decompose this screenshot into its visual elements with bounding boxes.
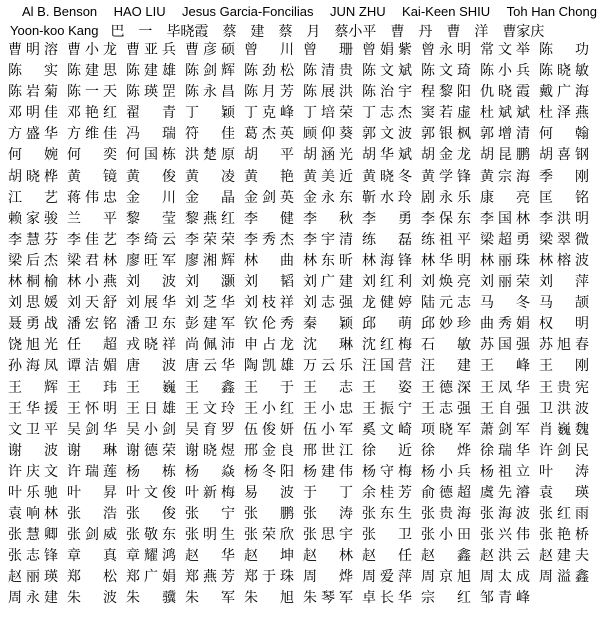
- investigator-name-cell: 张 浩: [67, 506, 117, 523]
- investigator-name-cell: 邓 明 佳: [8, 105, 58, 122]
- investigator-name-cell: 王 凤 华: [480, 379, 530, 396]
- investigator-name-cell: 刘 志 强: [303, 295, 353, 312]
- investigator-name-cell: 曾 永 明: [421, 42, 471, 58]
- investigator-name-cell: 谢 晓 煜: [185, 442, 235, 459]
- investigator-name-cell: 张 鹏: [244, 506, 294, 523]
- investigator-name-cell: 林 海 锋: [362, 252, 412, 269]
- investigator-name-cell: 邱 萌: [362, 316, 412, 333]
- investigator-name-cell: 戎 晓 祥: [126, 337, 176, 354]
- investigator-name: 毕晓霞: [166, 23, 209, 40]
- investigator-name-cell: 陈 文 斌: [362, 63, 412, 80]
- investigator-name-cell: 胡 金 龙: [421, 147, 471, 164]
- investigator-name-cell: 金 川: [126, 189, 176, 206]
- investigator-name-cell: 刘 芝 华: [185, 295, 235, 312]
- investigator-name-cell: 李 保 东: [421, 210, 471, 227]
- investigator-name-cell: 胡 平: [244, 147, 294, 164]
- investigator-name-cell: 刘 天 舒: [67, 295, 117, 312]
- investigator-name-cell: 王 巍: [126, 379, 176, 396]
- investigator-name-cell: 张 兴 伟: [480, 527, 530, 544]
- investigator-name-cell: 王 辉: [8, 379, 58, 396]
- investigator-name-cell: 王 于: [244, 379, 294, 396]
- investigator-name-cell: 石 敏: [421, 337, 471, 354]
- investigator-name-cell: 梁 后 杰: [8, 252, 58, 269]
- investigator-name-cell: 吴 小 剑: [126, 421, 176, 438]
- investigator-name-cell: 赵 坤: [244, 548, 294, 565]
- investigator-name-cell: 陈 剑 辉: [185, 63, 235, 80]
- investigator-name-cell: 潘 宏 铭: [67, 316, 117, 333]
- investigator-name-cell: 沈 红 梅: [362, 337, 412, 354]
- investigator-name-cell: 洪 楚 原: [185, 147, 235, 164]
- investigator-name-cell: 刘 焕 亮: [421, 274, 471, 291]
- investigator-name-cell: 任 超: [67, 337, 117, 354]
- investigator-name-cell: 张 俊: [126, 506, 176, 523]
- investigator-name-cell: 刘 萍: [539, 274, 589, 291]
- investigator-name-cell: 谢 琳: [67, 442, 117, 459]
- investigator-name-cell: 赵 林: [303, 548, 353, 565]
- investigator-name-cell: 张 贵 海: [421, 506, 471, 523]
- investigator-name-cell: 王 志: [303, 379, 353, 396]
- investigator-name-cell: 张 涛: [303, 506, 353, 523]
- investigator-name-cell: 程 黎 阳: [421, 84, 471, 101]
- investigator-name-cell: 邹 青 峰: [480, 590, 530, 607]
- investigator-name-cell: 秦 颖: [303, 316, 353, 333]
- investigator-name-cell: 刘 丽 荣: [480, 274, 530, 291]
- investigator-name-cell: 陈 永 昌: [185, 84, 235, 101]
- investigator-name-cell: 陈 小 兵: [480, 63, 530, 80]
- investigator-name-cell: 李 洪 明: [539, 210, 589, 227]
- investigator-name-cell: 张 慧 卿: [8, 527, 58, 544]
- investigator-name-cell: 徐 烨: [421, 442, 471, 459]
- investigator-name-cell: 匡 铭: [539, 189, 589, 206]
- investigator-name-cell: 兰 平: [67, 210, 117, 227]
- investigator-name-cell: 王 玮: [67, 379, 117, 396]
- investigator-name-cell: 王 小 忠: [303, 400, 353, 417]
- investigator-name-cell: 蒋 伟 忠: [67, 189, 117, 206]
- investigator-name-cell: 王 峰: [480, 358, 530, 375]
- investigator-name-cell: 丁 克 峰: [244, 105, 294, 122]
- investigator-name-cell: 叶 乐 驰: [8, 484, 58, 501]
- investigator-name: 巴 一: [110, 23, 153, 40]
- investigator-name-cell: 周 溢 鑫: [539, 569, 589, 586]
- investigator-name-cell: 袁 响 林: [8, 506, 58, 523]
- investigator-name-cell: 刘 灏: [185, 274, 235, 291]
- investigator-name-cell: 陈 建 思: [67, 63, 117, 80]
- investigator-name-cell: 杨 栋: [126, 463, 176, 480]
- investigator-name-cell: 项 晓 军: [421, 421, 471, 438]
- investigator-name-cell: 戴 广 海: [539, 84, 589, 101]
- investigator-name: 蔡 建: [222, 23, 265, 40]
- investigator-name-cell: 黄 俊: [126, 168, 176, 185]
- investigator-name-cell: 张 红 雨: [539, 506, 589, 523]
- investigator-name-cell: 李 荣 荣: [185, 231, 235, 248]
- investigator-name-cell: 曹 彦 硕: [185, 42, 235, 58]
- investigator-name-cell: 胡 昆 鹏: [480, 147, 530, 164]
- investigator-name-cell: 许 庆 文: [8, 463, 58, 480]
- investigator-name-cell: 常 文 举: [480, 42, 530, 58]
- investigator-name-cell: 王 刚: [539, 358, 589, 375]
- investigator-name-cell: 刘 展 华: [126, 295, 176, 312]
- investigator-name-cell: 刘 红 利: [362, 274, 412, 291]
- investigator-name-cell: 伍 小 军: [303, 421, 353, 438]
- investigator-name-cell: 陈 瑛 罡: [126, 84, 176, 101]
- investigator-name-cell: 赵 丽 瑛: [8, 569, 58, 586]
- investigator-name-cell: 靳 水 玲: [362, 189, 412, 206]
- investigator-name-cell: 刘 思 媛: [8, 295, 58, 312]
- investigator-name-cell: 林 丽 珠: [480, 252, 530, 269]
- investigator-name-cell: 黎 莹: [126, 210, 176, 227]
- investigator-name-cell: 郑 于 珠: [244, 569, 294, 586]
- investigator-name-cell: 孙 海 凤: [8, 358, 58, 375]
- investigator-name-cell: 张 敬 东: [126, 527, 176, 544]
- investigator-name-cell: 陈 清 贵: [303, 63, 353, 80]
- investigator-name-cell: 张 明 生: [185, 527, 235, 544]
- investigator-name-cell: 胡 喜 钢: [539, 147, 589, 164]
- investigator-name-cell: 丁 颖: [185, 105, 235, 122]
- investigator-name-cell: 赵 洪 云: [480, 548, 530, 565]
- investigator-name-cell: 季 刚: [539, 168, 589, 185]
- investigator-name-cell: 于 丁: [303, 484, 353, 501]
- investigator-name-cell: 张 海 波: [480, 506, 530, 523]
- investigator-name-cell: 窦 若 虚: [421, 105, 471, 122]
- investigator-name-cell: 杨 小 兵: [421, 463, 471, 480]
- investigator-name-cell: 陈 劲 松: [244, 63, 294, 80]
- investigator-name-cell: 万 云 乐: [303, 358, 353, 375]
- investigator-name: Jesus Garcia-Foncilias: [182, 4, 314, 19]
- investigator-name-cell: 黄 学 锋: [421, 168, 471, 185]
- investigator-name-cell: 李 绮 云: [126, 231, 176, 248]
- investigator-name-cell: 沈 琳: [303, 337, 353, 354]
- investigator-name-cell: 杨 建 伟: [303, 463, 353, 480]
- investigator-name-cell: 袁 瑛: [539, 484, 589, 501]
- investigator-name-cell: 文 卫 平: [8, 421, 58, 438]
- investigator-name-cell: 苏 国 强: [480, 337, 530, 354]
- investigator-name-cell: 葛 杰 英: [244, 126, 294, 143]
- investigator-name-cell: 赵 鑫: [421, 548, 471, 565]
- investigator-name-cell: 曹 明 溶: [8, 42, 58, 58]
- investigator-name-cell: 胡 晓 桦: [8, 168, 58, 185]
- investigator-name-cell: 周 京 旭: [421, 569, 471, 586]
- investigator-name-cell: 汪 国 营: [362, 358, 412, 375]
- international-investigators-line: [0, 2, 609, 21]
- investigator-name-cell: 吴 剑 华: [67, 421, 117, 438]
- investigator-name-cell: 赵 建 夫: [539, 548, 589, 565]
- investigator-name-cell: 吴 育 罗: [185, 421, 235, 438]
- investigator-name-cell: 曲 秀 娟: [480, 316, 530, 333]
- investigator-name-cell: 朱 军: [185, 590, 235, 607]
- investigator-name-cell: 陈 功: [539, 42, 589, 58]
- investigator-name-cell: 马 颉: [539, 295, 589, 312]
- investigator-name-cell: 钦 伦 秀: [244, 316, 294, 333]
- investigator-name-cell: 李 国 林: [480, 210, 530, 227]
- investigator-name-cell: 陈 文 琦: [421, 63, 471, 80]
- investigator-name-cell: 李 健: [244, 210, 294, 227]
- investigator-name-cell: 张 卫: [362, 527, 412, 544]
- investigator-name-cell: 顾 仰 葵: [303, 126, 353, 143]
- investigator-name-cell: 胡 华 斌: [362, 147, 412, 164]
- mixed-investigators-line: [0, 21, 609, 40]
- investigator-name-cell: 张 小 田: [421, 527, 471, 544]
- investigator-name-cell: 尚 佩 沛: [185, 337, 235, 354]
- investigator-name-cell: 曾 珊: [303, 42, 353, 58]
- investigator-name-cell: 梁 君 林: [67, 252, 117, 269]
- investigator-name-cell: 梁 翠 微: [539, 231, 589, 248]
- investigator-name-cell: 胡 涵 光: [303, 147, 353, 164]
- investigator-name-cell: 王 文 玲: [185, 400, 235, 417]
- investigator-name-cell: 赖 家 骏: [8, 210, 58, 227]
- investigator-name-cell: 唐 云 华: [185, 358, 235, 375]
- investigator-name-cell: 叶 涛: [539, 463, 589, 480]
- investigator-name-cell: 廖 湘 辉: [185, 252, 235, 269]
- investigator-name-cell: 黄 美 近: [303, 168, 353, 185]
- investigator-name-cell: 谢 波: [8, 442, 58, 459]
- investigator-name-cell: 杨 守 梅: [362, 463, 412, 480]
- investigator-name-cell: 曾 娟 紫: [362, 42, 412, 58]
- investigator-name-cell: 王 怀 明: [67, 400, 117, 417]
- investigator-name-cell: 方 盛 华: [8, 126, 58, 143]
- investigator-name-cell: 陈 月 芳: [244, 84, 294, 101]
- investigator-name-cell: 叶 昇: [67, 484, 117, 501]
- investigator-name-cell: 唐 波: [126, 358, 176, 375]
- investigator-name-cell: 刘 韬: [244, 274, 294, 291]
- investigator-name-cell: 林 曲: [244, 252, 294, 269]
- investigator-name-cell: 林 桐 榆: [8, 274, 58, 291]
- investigator-name-cell: 权 明: [539, 316, 589, 333]
- investigator-name-cell: 黎 燕 红: [185, 210, 235, 227]
- investigator-name-cell: 林 榕 波: [539, 252, 589, 269]
- investigator-name-cell: 符 佳: [185, 126, 235, 143]
- investigator-name-cell: 邢 世 江: [303, 442, 353, 459]
- investigator-name-cell: 饶 旭 光: [8, 337, 58, 354]
- investigator-name-cell: 练 磊: [362, 231, 412, 248]
- investigator-name-cell: 李 勇: [362, 210, 412, 227]
- investigator-name-cell: 伍 俊 妍: [244, 421, 294, 438]
- investigator-name-cell: 奚 文 崎: [362, 421, 412, 438]
- investigator-name-cell: 何 奕: [67, 147, 117, 164]
- investigator-name: 曹 洋: [446, 23, 489, 40]
- investigator-name-cell: 翟 青: [126, 105, 176, 122]
- investigator-name-cell: 陈 建 雄: [126, 63, 176, 80]
- investigator-name-cell: 林 东 昕: [303, 252, 353, 269]
- investigator-name-cell: 黄 艳: [244, 168, 294, 185]
- investigator-name-cell: 黄 晓 冬: [362, 168, 412, 185]
- investigator-name-cell: 郭 银 枫: [421, 126, 471, 143]
- investigator-name-cell: 李 慧 芬: [8, 231, 58, 248]
- investigator-name-cell: 王 姿: [362, 379, 412, 396]
- investigator-name-cell: 张 荣 欣: [244, 527, 294, 544]
- investigator-name-cell: 曹 小 龙: [67, 42, 117, 58]
- investigator-name-cell: 王 振 宁: [362, 400, 412, 417]
- investigator-name-cell: 江 艺: [8, 189, 58, 206]
- investigator-name-cell: 林 华 明: [421, 252, 471, 269]
- investigator-name-cell: 余 桂 芳: [362, 484, 412, 501]
- investigator-name-cell: 邢 金 良: [244, 442, 294, 459]
- investigator-name-cell: 张 志 锋: [8, 548, 58, 565]
- investigator-name-cell: 王 自 强: [480, 400, 530, 417]
- investigator-name-cell: 谭 洁 媚: [67, 358, 117, 375]
- investigator-name: 曹 丹: [390, 23, 433, 40]
- investigator-name-cell: 刘 波: [126, 274, 176, 291]
- investigator-name-cell: 黄 镜: [67, 168, 117, 185]
- investigator-name-cell: 郑 广 娟: [126, 569, 176, 586]
- investigator-name-cell: 许 剑 民: [539, 442, 589, 459]
- investigator-name-cell: 萧 剑 军: [480, 421, 530, 438]
- investigator-name-cell: 金 永 东: [303, 189, 353, 206]
- investigator-name-cell: 陈 晓 敏: [539, 63, 589, 80]
- investigator-name: Yoon-koo Kang: [10, 23, 99, 38]
- investigator-name-cell: 黄 凌: [185, 168, 235, 185]
- investigator-name-cell: 黄 宗 海: [480, 168, 530, 185]
- investigator-name-cell: 朱 旭: [244, 590, 294, 607]
- investigator-name: Kai-Keen SHIU: [402, 4, 491, 19]
- investigator-name: 蔡小平: [334, 23, 377, 40]
- investigator-name-cell: 曾 川: [244, 42, 294, 58]
- investigator-name-cell: 丁 志 杰: [362, 105, 412, 122]
- investigator-name-cell: 曹 亚 兵: [126, 42, 176, 58]
- investigator-name-cell: 练 祖 平: [421, 231, 471, 248]
- investigator-name-cell: 金 剑 英: [244, 189, 294, 206]
- investigator-name-cell: 廖 旺 军: [126, 252, 176, 269]
- investigator-name-grid: [0, 40, 609, 610]
- investigator-name-cell: 张 剑 威: [67, 527, 117, 544]
- investigator-name-cell: 李 秀 杰: [244, 231, 294, 248]
- investigator-name-cell: 陆 元 志: [421, 295, 471, 312]
- investigator-name-cell: 陈 展 洪: [303, 84, 353, 101]
- investigator-name-cell: 张 思 宇: [303, 527, 353, 544]
- investigator-name-cell: 俞 德 超: [421, 484, 471, 501]
- investigator-name-cell: 宗 红: [421, 590, 471, 607]
- investigator-name-cell: 周 爱 萍: [362, 569, 412, 586]
- investigator-name-cell: 章 耀 鸿: [126, 548, 176, 565]
- investigator-name-cell: 王 贵 宪: [539, 379, 589, 396]
- investigator-name: HAO LIU: [113, 4, 166, 19]
- investigator-name: 蔡 月: [278, 23, 321, 40]
- investigator-name-cell: 彭 建 军: [185, 316, 235, 333]
- investigator-name-cell: 杨 焱: [185, 463, 235, 480]
- investigator-name-cell: 陈 治 宇: [362, 84, 412, 101]
- investigator-name-cell: 徐 近: [362, 442, 412, 459]
- investigator-name-cell: [539, 588, 589, 609]
- investigator-name-cell: 赵 任: [362, 548, 412, 565]
- investigator-name-cell: 谢 德 荣: [126, 442, 176, 459]
- investigator-name-cell: 苏 旭 春: [539, 337, 589, 354]
- investigator-name-cell: 周 永 建: [8, 590, 58, 607]
- investigator-name-cell: 周 烨: [303, 569, 353, 586]
- investigator-name-cell: 何 国 栋: [126, 147, 176, 164]
- investigator-name: 曹家庆: [502, 23, 545, 40]
- investigator-name-cell: 汪 建: [421, 358, 471, 375]
- investigator-name: Toh Han Chong: [506, 4, 597, 19]
- investigator-name-cell: 杨 祖 立: [480, 463, 530, 480]
- investigator-name-cell: 聂 勇 战: [8, 316, 58, 333]
- investigator-name-cell: 朱 波: [67, 590, 117, 607]
- investigator-name-cell: 王 华 援: [8, 400, 58, 417]
- investigator-name-cell: 郭 增 清: [480, 126, 530, 143]
- investigator-name-cell: 剧 永 乐: [421, 189, 471, 206]
- investigator-name-cell: 马 冬: [480, 295, 530, 312]
- investigator-name-cell: 虞 先 濬: [480, 484, 530, 501]
- investigator-name-cell: 陈 实: [8, 63, 58, 80]
- investigator-name-cell: 林 小 燕: [67, 274, 117, 291]
- investigator-name-cell: 卓 长 华: [362, 590, 412, 607]
- investigator-name-cell: 李 佳 艺: [67, 231, 117, 248]
- investigator-name-cell: 王 日 雄: [126, 400, 176, 417]
- investigator-name-cell: 康 亮: [480, 189, 530, 206]
- investigator-name-cell: 叶 文 俊: [126, 484, 176, 501]
- investigator-name-cell: 李 宇 清: [303, 231, 353, 248]
- investigator-name-cell: 邱 妙 珍: [421, 316, 471, 333]
- investigator-name-cell: 张 东 生: [362, 506, 412, 523]
- investigator-name-cell: 何 婉: [8, 147, 58, 164]
- investigator-name-cell: 徐 瑞 华: [480, 442, 530, 459]
- investigator-name-cell: 张 艳 桥: [539, 527, 589, 544]
- investigator-name-cell: 陈 岩 菊: [8, 84, 58, 101]
- investigator-name-cell: 梁 超 勇: [480, 231, 530, 248]
- investigator-name-cell: 王 鑫: [185, 379, 235, 396]
- investigator-name-cell: 刘 广 建: [303, 274, 353, 291]
- investigator-name-cell: 申 占 龙: [244, 337, 294, 354]
- investigator-name-cell: 刘 枝 祥: [244, 295, 294, 312]
- investigator-name-cell: 李 秋: [303, 210, 353, 227]
- investigator-name-cell: 许 瑞 莲: [67, 463, 117, 480]
- investigator-name: JUN ZHU: [329, 4, 386, 19]
- investigator-name-cell: 周 太 成: [480, 569, 530, 586]
- investigator-name-cell: 冯 瑞: [126, 126, 176, 143]
- investigator-name: Al B. Benson: [22, 4, 98, 19]
- investigator-name-cell: 杜 泽 燕: [539, 105, 589, 122]
- investigator-name-cell: 邓 艳 红: [67, 105, 117, 122]
- investigator-name-cell: 张 宁: [185, 506, 235, 523]
- investigator-name-cell: 卫 洪 波: [539, 400, 589, 417]
- investigator-name-cell: 王 小 红: [244, 400, 294, 417]
- investigator-name-cell: 郭 文 波: [362, 126, 412, 143]
- investigator-name-cell: 叶 新 梅: [185, 484, 235, 501]
- investigator-name-cell: 方 维 佳: [67, 126, 117, 143]
- investigator-name-cell: 朱 琴 军: [303, 590, 353, 607]
- investigator-name-cell: 何 翰: [539, 126, 589, 143]
- investigator-name-cell: 杜 斌 斌: [480, 105, 530, 122]
- investigator-name-cell: 王 德 深: [421, 379, 471, 396]
- investigator-name-cell: 郑 松: [67, 569, 117, 586]
- investigator-name-cell: 陶 凯 雄: [244, 358, 294, 375]
- investigator-name-cell: 王 志 强: [421, 400, 471, 417]
- investigator-name-cell: 赵 华: [185, 548, 235, 565]
- investigator-name-cell: 陈 一 天: [67, 84, 117, 101]
- investigator-name-cell: 郑 燕 芳: [185, 569, 235, 586]
- investigator-name-cell: 潘 卫 东: [126, 316, 176, 333]
- investigator-name-cell: 仇 晓 霞: [480, 84, 530, 101]
- investigator-name-cell: 朱 骥: [126, 590, 176, 607]
- investigator-name-cell: 金 晶: [185, 189, 235, 206]
- investigator-name-cell: 龙 健 婷: [362, 295, 412, 312]
- investigator-name-cell: 肖 巍 魏: [539, 421, 589, 438]
- investigator-name-cell: 丁 培 荣: [303, 105, 353, 122]
- investigator-name-cell: 易 波: [244, 484, 294, 501]
- investigator-name-cell: 章 真: [67, 548, 117, 565]
- investigator-name-cell: 杨 冬 阳: [244, 463, 294, 480]
